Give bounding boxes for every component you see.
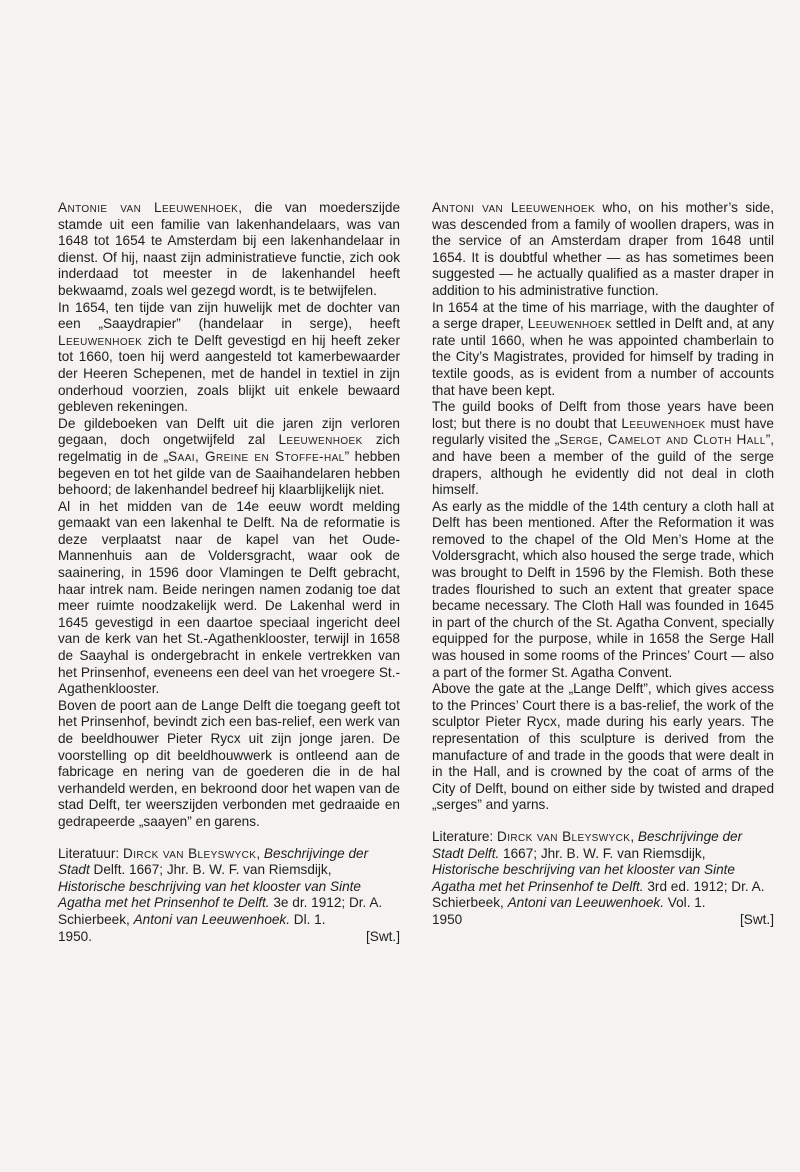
dutch-paragraph-3: De gildeboeken van Delft uit die jaren zijn verloren gegaan, doch ongetwijfeld zal Leeuwenhoek zich regelmatig in de „Saai, Greine en Stoffe-hal” hebben begeven en tot het gilde van de Saaihandelaren hebben behoord; de lakenhandel bedreef hij klaarblijkelijk niet. (58, 415, 401, 498)
english-paragraph-5: Above the gate at the „Lange Delft”, which gives access to the Princes’ Court there is a bas-relief, the work of the sculptor Pieter Rycx, made during his early years. The representation of this sculpture is derived from the manufacture of and trade in the goods that were dealt in in the Hall, and is crowned by the coat of arms of the City of Delft, bound on either side by twisted and draped „serges” and yarns. (432, 681, 774, 813)
english-paragraph-3: The guild books of Delft from those years have been lost; but there is no doubt that Leeuwenhoek must have regularly visited the „Serge, Camelot and Cloth Hall”, and have been a member of the guild of the serge drapers, although he evidently did not deal in cloth himself. (432, 399, 774, 498)
author-name: Antonie van Leeuwenhoek (58, 200, 239, 215)
signature: [Swt.] (366, 928, 400, 944)
dutch-paragraph-4: Al in het midden van de 14e eeuw wordt melding gemaakt van een lakenhal te Delft. Na de reformatie is deze verplaatst naar de kapel van het Oude-Mannenhuis aan de Voldersgracht, waar ook de saainering, in 1596 door Vlamingen te Delft gebracht, haar intrek nam. Beide neringen namen zodanig toe dat meer ruimte noodzakelijk werd. De Lakenhal werd in 1645 gevestigd in een daartoe speciaal ingericht deel van de kerk van het St.-Agathenklooster, terwijl in 1658 de Saayhal is ondergebracht in enkele vertrekken van het Prinsenhof, eveneens een deel van het vroegere St.-Agathenklooster. (58, 498, 400, 697)
dutch-paragraph-2: In 1654, ten tijde van zijn huwelijk met de dochter van een „Saaydrapier” (handelaar in serge), heeft Leeuwenhoek zich te Delft gevestigd en hij heeft zeker tot 1660, toen hij werd aangesteld tot kamerbewaarder der Heeren Schepenen, met de handel in textiel in zijn onderhoud voorzien, zoals blijkt uit enkele bewaard gebleven rekeningen. (58, 299, 400, 415)
english-column (432, 200, 774, 929)
english-paragraph-2: In 1654 at the time of his marriage, with the daughter of a serge draper, Leeuwenhoek settled in Delft and, at any rate until 1660, when he was appointed chamberlain to the City’s Magistrates, provided for himself by trading in textile goods, as is evident from a number of accounts that have been kept. (432, 299, 774, 398)
dutch-paragraph-1: Antonie van Leeuwenhoek, die van moederszijde stamde uit een familie van lakenhandelaars, was van 1648 tot 1654 te Amsterdam bij een lakenhandelaar in dienst. Of hij, naast zijn administratieve functie, zich ook inderdaad tot meester in de lakenhandel heeft bekwaamd, zoals wel gezegd wordt, is te betwijfelen. (58, 200, 401, 298)
english-literature: Literature: Dirck van Bleyswyck, Beschrijvinge der Stadt Delft. 1667; Jhr. B. W. F. van Riemsdijk, Historische beschrijving van het klooster van Sinte Agatha met het Prinsenhof te Delft. 3rd ed. 1912; Dr. A. Schierbeek, Antoni van Leeuwenhoek. Vol. 1. (432, 828, 765, 911)
dutch-paragraph-5: Boven de poort aan de Lange Delft die toegang geeft tot het Prinsenhof, bevindt zich een bas-relief, een werk van de beeldhouwer Pieter Rycx uit zijn jonge jaren. De voorstelling op dit beeldhouwwerk is ontleend aan de fabricage en nering van de goederen die in de hal verhandeld werden, en bekroond door het wapen van de stad Delft, ter weerszijden verbonden met gedraaide en gedrapeerde „saayen” en garens. (58, 697, 400, 829)
author-name: Antoni van Leeuwenhoek (432, 200, 596, 215)
english-paragraph-4: As early as the middle of the 14th century a cloth hall at Delft has been mentioned. After the Reformation it was removed to the chapel of the Old Men’s Home at the Voldersgracht, which also housed the serge trade, which was brought to Delft in 1596 by the Flemish. Both these trades flourished to such an extent that greater space became necessary. The Cloth Hall was founded in 1645 in part of the church of the St. Agatha Convent, specially equipped for the purpose, while in 1658 the Serge Hall was housed in some rooms of the Princes’ Court — also a part of the former St. Agatha Convent. (432, 498, 774, 680)
dutch-signature-line: 1950. [Swt.] (58, 928, 400, 944)
dutch-literature: Literatuur: Dirck van Bleyswyck, Beschrijvinge der Stadt Delft. 1667; Jhr. B. W. F. van Riemsdijk, Historische beschrijving van het klooster van Sinte Agatha met het Prinsenhof te Delft. 3e dr. 1912; Dr. A. Schierbeek, Antoni van Leeuwenhoek. Dl. 1. (58, 845, 383, 927)
dutch-column (58, 200, 400, 945)
english-paragraph-1: Antoni van Leeuwenhoek who, on his mother’s side, was descended from a family of woollen drapers, was in the service of an Amsterdam draper from 1648 until 1654. It is doubtful whether — as has sometimes been suggested — he actually qualified as a master draper in addition to his administrative function. (432, 200, 774, 298)
english-signature-line: 1950 [Swt.] (432, 911, 774, 927)
signature: [Swt.] (740, 911, 774, 927)
